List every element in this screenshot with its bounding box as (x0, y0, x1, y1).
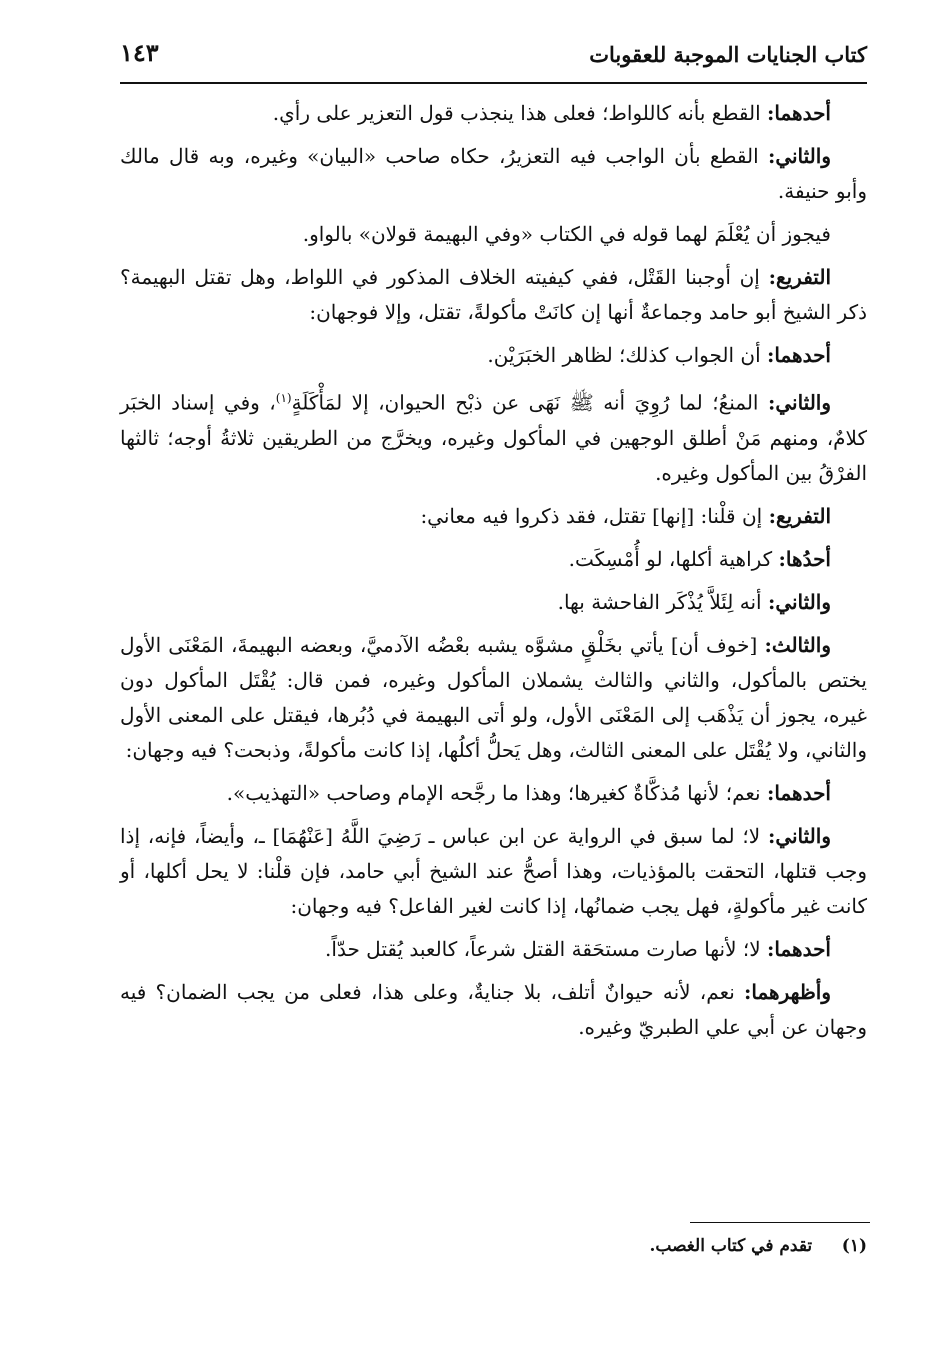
paragraph-text: [خوف أن] يأتي بخَلْقٍ مشوَّه يشبه بعْضُه الآدميَّ، وبعضه البهيمةَ، المَعْنَى الأول يختص بالمأكول، والثاني والثالث يشملان المأكول وغيره، فمن قال: يُقْتَل المأكول دون غيره، يجوز أن يَذْهَب إلى المَعْنَى الأول، ولو أتى البهيمة في دُبُرها، فيقتل على المعنى الأول والثاني، ولا يُقْتَل على المعنى الثالث، وهل يَحلُّ أكلُها، إذا كانت مأكولةً، وذبحت؟ فيه وجهان: (120, 632, 867, 762)
footnote-reference: (١) (275, 391, 292, 405)
paragraph-text: إن قلْنا: [إنها] تقتل، فقد ذكروا فيه معاني: (420, 503, 769, 528)
paragraph-text: لا؛ لأنها صارت مستحَقة القتل شرعاً، كالعبد يُقتل حدّاً. (325, 936, 767, 961)
paragraph-text: لا؛ لما سبق في الرواية عن ابن عباس ـ رَضِيَ اللَّهُ [عَنْهُمَا] ـ، وأيضاً، فإنه، إذا وجب قتلها، التحقت بالمؤذيات، وهذا أصحُّ عند الشيخ أبي حامد، فإن قلْنا: لا يحل أكلها، أو كانت غير مأكولةٍ، فهل يجب ضمانُها، إذا كانت لغير الفاعل؟ فيه وجهان: (120, 823, 867, 918)
paragraph-text: كراهية أكلها، لو أُمْسِكَت. (568, 546, 779, 571)
paragraph-label: والثاني: (767, 823, 831, 848)
paragraph (120, 499, 867, 534)
paragraph-text: أن الجواب كذلك؛ لظاهر الخبَرَيْن. (487, 343, 767, 367)
running-title: كتاب الجنايات الموجبة للعقوبات (589, 42, 867, 67)
paragraph (120, 217, 867, 252)
paragraph (120, 585, 867, 620)
paragraph-text: القطع بأنه كاللواط؛ فعلى هذا ينجذب قول التعزير على رأي. (272, 101, 767, 125)
header-rule (120, 82, 867, 84)
paragraph (120, 932, 867, 967)
paragraph-label: والثالث: (764, 632, 831, 657)
paragraph (120, 381, 867, 491)
paragraph (120, 819, 867, 924)
footnote-rule (690, 1222, 870, 1223)
body-text (120, 96, 867, 1053)
paragraph-label: التفريع: (768, 265, 831, 289)
paragraph (120, 776, 867, 811)
paragraph-label: أحدهما: (766, 101, 831, 125)
page-number: ١٤٣ (120, 38, 159, 67)
paragraph-text: القطع بأن الواجب فيه التعزيرُ، حكاه صاحب «البيان» وغيره، وبه قال مالك وأبو حنيفة. (120, 144, 867, 203)
paragraph-label: أحدُها: (778, 546, 831, 571)
paragraph-text-continued: ، وفي إسناد الخبَر كلامٌ، ومنهم مَنْ أطلق الوجهين في المأكول وغيره، ويخرَّج من الطريقين ثلاثةُ أوجه؛ ثالثها الفرْقُ بين المأكول وغيره. (120, 390, 867, 485)
paragraph-text: المنعُ؛ لما رُوِيَ أنه ﷺ نَهَى عن ذبْح الحيوان، إلا لمَأْكَلَةٍ (291, 390, 768, 415)
paragraph-text: أنه لِئَلاَّ يُذْكَر الفاحشة بها. (557, 589, 768, 614)
paragraph-label: والثاني: (767, 390, 832, 415)
paragraph-label: والثاني: (767, 589, 831, 614)
paragraph-text: نعم، لأنه حيوانٌ أتلف، بلا جنايةٌ، وعلى هذا، فعلى من يجب الضمان؟ فيه وجهان عن أبي علي الطبريّ وغيره. (120, 979, 867, 1039)
paragraph (120, 260, 867, 330)
paragraph (120, 542, 867, 577)
paragraph-label: وأظهرهما: (744, 979, 831, 1004)
paragraph-label: والثاني: (767, 144, 831, 168)
paragraph-text: إن أوجبنا القَتْل، ففي كيفيته الخلاف المذكور في اللواط، وهل تقتل البهيمة؟ ذكر الشيخ أبو حامد وجماعةٌ أنها إن كانَتْ مأكولةً، تقتل، وإلا فوجهان: (120, 265, 867, 324)
paragraph (120, 975, 867, 1045)
footnote-text: تقدم في كتاب الغصب. (649, 1236, 813, 1256)
paragraph-label: أحدهما: (766, 936, 831, 961)
paragraph (120, 628, 867, 768)
paragraph-text: فيجوز أن يُعْلَمَ لهما قوله في الكتاب «وفي البهيمة قولان» بالواو. (302, 222, 831, 246)
paragraph-label: أحدهما: (766, 343, 831, 367)
paragraph (120, 338, 867, 373)
paragraph (120, 96, 867, 131)
page-header (120, 38, 867, 72)
footnote-marker: (١) (841, 1236, 867, 1256)
paragraph-label: أحدهما: (766, 780, 831, 805)
footnote (300, 1236, 867, 1256)
paragraph (120, 139, 867, 209)
paragraph-label: التفريع: (768, 503, 831, 528)
paragraph-text: نعم؛ لأنها مُذكَّاةٌ كغيرها؛ وهذا ما رجَّحه الإمام وصاحب «التهذيب». (226, 780, 767, 805)
